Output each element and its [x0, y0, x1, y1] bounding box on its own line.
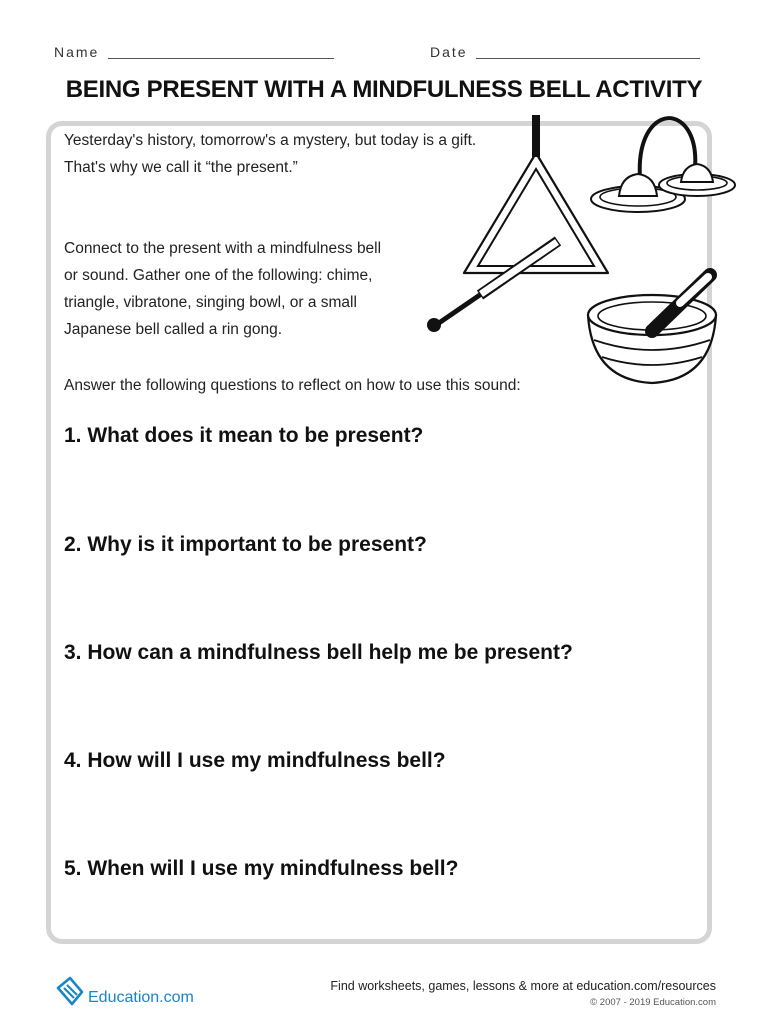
intro-text	[64, 127, 476, 181]
singing-bowl-icon	[580, 265, 730, 395]
intro-line-1: Yesterday's history, tomorrow's a mystery, but today is a gift.	[64, 132, 477, 149]
page-title: BEING PRESENT WITH A MINDFULNESS BELL ACTIVITY	[65, 76, 703, 103]
reflection-prompt: Answer the following questions to reflect on how to use this sound:	[64, 377, 521, 394]
instructions-line-4: Japanese bell called a rin gong.	[64, 321, 283, 338]
instructions-line-2: or sound. Gather one of the following: chime,	[64, 267, 373, 284]
question-5: 5. When will I use my mindfulness bell?	[64, 857, 459, 880]
question-4: 4. How will I use my mindfulness bell?	[64, 749, 446, 772]
question-1: 1. What does it mean to be present?	[64, 424, 424, 447]
brand-name: Education.com	[88, 989, 194, 1006]
intro-line-2: That's why we call it “the present.”	[64, 159, 298, 176]
instructions-line-3: triangle, vibratone, singing bowl, or a small	[64, 294, 357, 311]
date-label: Date	[430, 44, 468, 60]
date-line	[476, 58, 700, 59]
education-logo-icon	[54, 974, 86, 1008]
question-3: 3. How can a mindfulness bell help me be present?	[64, 641, 573, 664]
question-2: 2. Why is it important to be present?	[64, 533, 427, 556]
name-line	[108, 58, 334, 59]
footer-resources-text: Find worksheets, games, lessons & more at education.com/resources	[330, 979, 716, 993]
instructions-line-1: Connect to the present with a mindfulness bell	[64, 240, 382, 257]
name-label: Name	[54, 44, 100, 60]
chimes-icon	[585, 110, 745, 220]
brand-logo	[54, 972, 194, 1008]
footer-copyright: © 2007 - 2019 Education.com	[590, 997, 716, 1008]
instructions-text	[64, 235, 381, 343]
